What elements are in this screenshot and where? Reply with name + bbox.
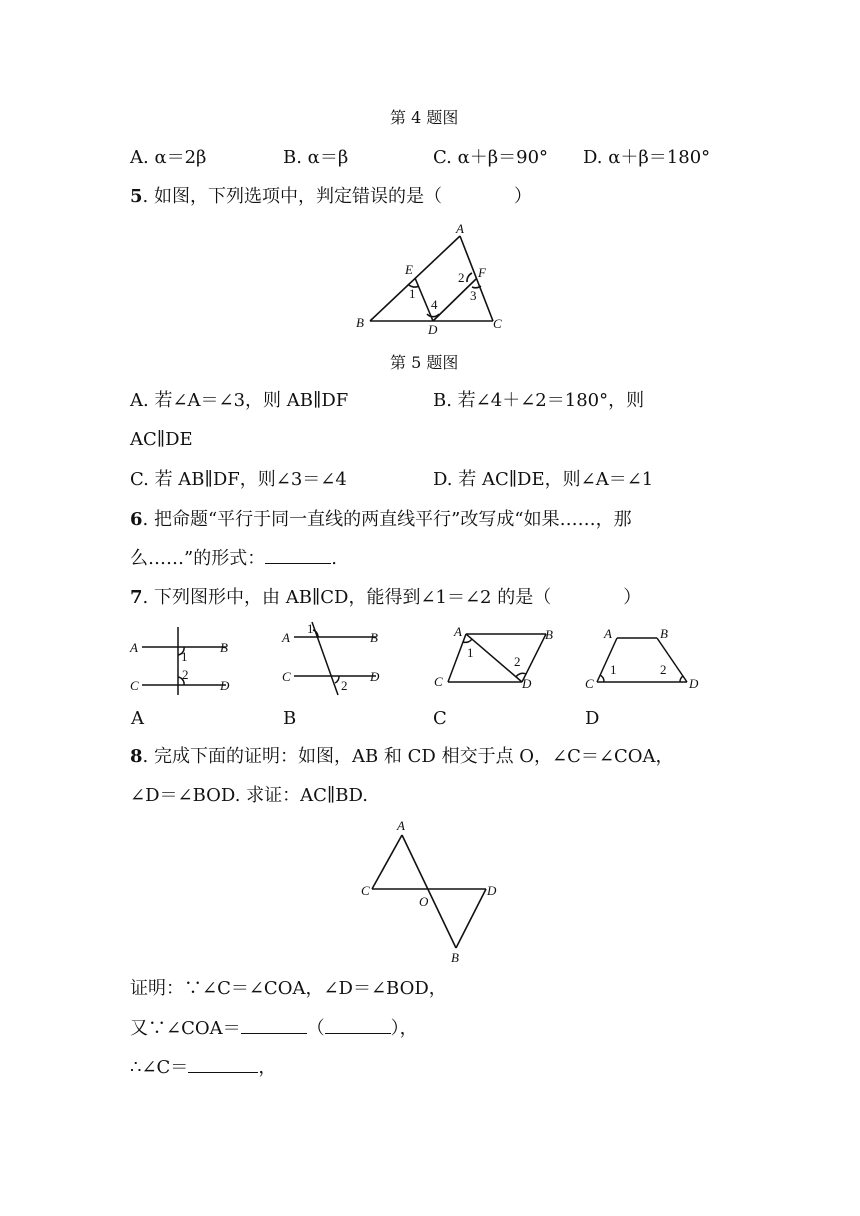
q8-proof-line-3 <box>130 1056 276 1080</box>
q7-figure-c <box>432 622 564 692</box>
q6-number: 6 <box>130 509 143 530</box>
q7a-angle-1: 1 <box>181 649 188 664</box>
q5-angle-2: 2 <box>458 270 465 285</box>
q5-figure-caption: 第 5 题图 <box>390 353 459 372</box>
q6-line-1-text: . 把命题“平行于同一直线的两直线平行”改写成“如果……，那 <box>142 509 632 530</box>
q5-option-c: C. 若 AB∥DF，则∠3＝∠4 <box>130 469 347 490</box>
q7-figure-b <box>280 620 390 698</box>
q7d-point-b: B <box>660 626 668 641</box>
q8-line-1-text: . 完成下面的证明：如图，AB 和 CD 相交于点 O，∠C＝∠COA， <box>142 746 674 767</box>
q7a-angle-2: 2 <box>182 667 189 682</box>
q5-number: 5 <box>130 186 143 207</box>
q4-figure-caption: 第 4 题图 <box>390 108 459 127</box>
q6-line-2-text: 么……”的形式： <box>130 548 266 569</box>
q7c-point-d: D <box>522 676 532 691</box>
q8-point-a: A <box>397 818 405 833</box>
q8-point-d: D <box>487 883 497 898</box>
q7-figure-d <box>583 622 707 692</box>
q7d-point-d: D <box>689 676 699 691</box>
q8-number: 8 <box>130 746 143 767</box>
q6-answer-blank[interactable] <box>265 547 331 564</box>
q7-stem <box>130 586 641 610</box>
q7b-point-b: B <box>370 630 378 645</box>
q7b-point-c: C <box>282 669 291 684</box>
q8-proof-line-3a: ∴∠C＝ <box>130 1057 189 1078</box>
q5-point-f: F <box>478 265 486 280</box>
q8-proof-line-3b: ， <box>258 1057 277 1078</box>
q7-number: 7 <box>130 587 143 608</box>
q5-point-c: C <box>493 316 502 331</box>
q7-choice-d[interactable]: D <box>585 708 600 729</box>
q5-angle-3: 3 <box>470 288 477 303</box>
q5-point-a: A <box>456 221 464 236</box>
q7-choice-a[interactable]: A <box>131 708 144 729</box>
q7-choice-c[interactable]: C <box>433 708 447 729</box>
q8-point-b: B <box>451 950 459 965</box>
q7d-point-a: A <box>604 626 612 641</box>
q4-option-d: D. α＋β＝180° <box>583 147 711 168</box>
q5-option-d: D. 若 AC∥DE，则∠A＝∠1 <box>433 469 654 490</box>
q7b-angle-1: 1 <box>307 621 314 636</box>
q7b-point-a: A <box>282 630 290 645</box>
q8-point-c: C <box>361 883 370 898</box>
q4-option-a: A. α＝2β <box>130 147 207 168</box>
q6-line-1 <box>130 508 632 532</box>
q7d-angle-1: 1 <box>610 662 617 677</box>
q8-proof-line-2a: 又∵∠COA＝ <box>130 1018 241 1039</box>
q5-point-e: E <box>405 262 413 277</box>
q5-angle-4: 4 <box>431 297 438 312</box>
q5-option-a: A. 若∠A＝∠3，则 AB∥DF <box>130 390 349 411</box>
q7-stem-text: . 下列图形中，由 AB∥CD，能得到∠1＝∠2 的是（ ） <box>142 587 642 608</box>
q5-point-b: B <box>356 315 364 330</box>
q5-stem <box>130 185 532 209</box>
q8-blank-2[interactable] <box>325 1017 391 1034</box>
q4-option-c: C. α＋β＝90° <box>433 147 549 168</box>
q7d-angle-2: 2 <box>660 662 667 677</box>
q6-line-2 <box>130 547 337 571</box>
q7a-point-b: B <box>220 640 228 655</box>
q5-figure <box>350 218 510 338</box>
q8-blank-1[interactable] <box>241 1017 307 1034</box>
q8-proof-line-1: 证明：∵∠C＝∠COA，∠D＝∠BOD， <box>130 978 447 999</box>
q8-figure <box>358 816 508 966</box>
q8-proof-line-2c: ）， <box>390 1018 418 1039</box>
q4-option-b: B. α＝β <box>283 147 349 168</box>
q7a-point-a: A <box>130 640 138 655</box>
q7-choice-b[interactable]: B <box>283 708 297 729</box>
q8-proof-line-2b: （ <box>306 1018 325 1039</box>
q8-point-o: O <box>419 894 429 909</box>
q5-stem-text: . 如图，下列选项中，判定错误的是（ ） <box>142 186 532 207</box>
q7b-angle-2: 2 <box>341 678 348 693</box>
q5-option-b-continued: AC∥DE <box>130 429 193 450</box>
q5-option-b: B. 若∠4＋∠2＝180°，则 <box>433 390 645 411</box>
q7b-point-d: D <box>370 669 380 684</box>
q8-proof-line-2 <box>130 1017 418 1041</box>
q7c-point-c: C <box>434 674 443 689</box>
q7c-point-b: B <box>545 627 553 642</box>
q7c-angle-2: 2 <box>514 654 521 669</box>
q7a-point-c: C <box>130 678 139 693</box>
q7a-point-d: D <box>220 678 230 693</box>
q7c-point-a: A <box>454 624 462 639</box>
q7d-point-c: C <box>585 676 594 691</box>
q7-figure-a <box>128 622 238 697</box>
q7c-angle-1: 1 <box>467 645 474 660</box>
q8-line-1 <box>130 745 674 769</box>
q6-period: . <box>331 548 337 569</box>
q5-angle-1: 1 <box>409 286 416 301</box>
q5-point-d: D <box>428 322 438 337</box>
q8-line-2: ∠D＝∠BOD. 求证：AC∥BD. <box>130 785 368 806</box>
q8-blank-3[interactable] <box>188 1056 258 1073</box>
